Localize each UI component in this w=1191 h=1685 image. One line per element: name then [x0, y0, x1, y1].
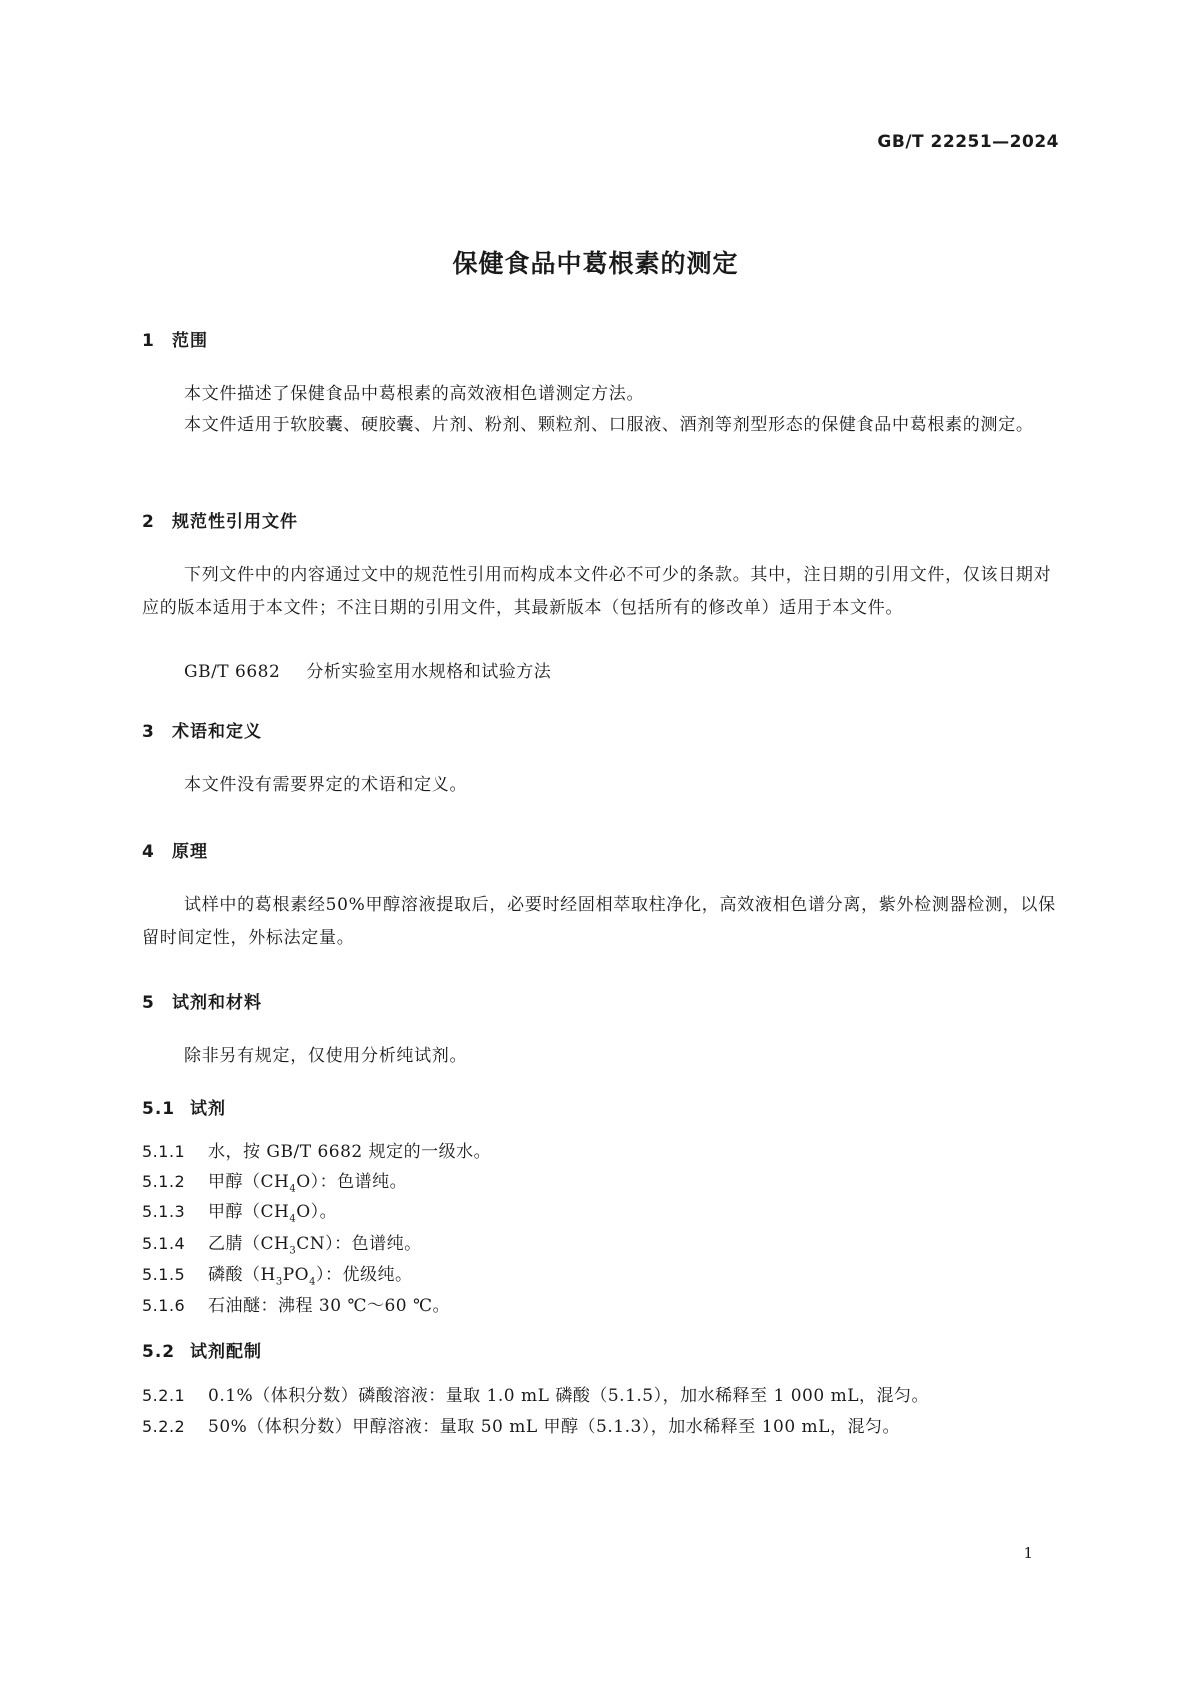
- subsection-number: 5.2: [142, 1342, 176, 1362]
- section-title: 术语和定义: [172, 722, 262, 742]
- section-number: 3: [142, 722, 155, 742]
- section-title: 范围: [172, 331, 208, 351]
- subsection-title: 试剂: [190, 1099, 226, 1119]
- section-5-paragraph-1: 除非另有规定，仅使用分析纯试剂。: [184, 1046, 468, 1066]
- section-2-heading: [142, 507, 298, 532]
- section-1-heading: [142, 326, 208, 351]
- list-item-5-1-4: 5.1.4 乙腈$(CH_3CN)$：色谱纯。: [142, 1234, 422, 1257]
- list-item-5-1-6: 5.1.6 石油醚：沸程 30 ℃～60 ℃。: [142, 1296, 451, 1316]
- subsection-5-2-heading: [142, 1337, 262, 1362]
- list-item-5-1-2: 5.1.2 甲醇$(CH_4O)$：色谱纯。: [142, 1172, 408, 1195]
- section-5-heading: [142, 988, 262, 1013]
- reference-code: GB/T 6682: [184, 662, 281, 682]
- list-item-5-1-3: 5.1.3 甲醇$(CH_4O)$。: [142, 1202, 338, 1225]
- list-item-5-2-2: 5.2.2 50%（体积分数）甲醇溶液：量取 50 mL 甲醇（5.1.3），加水稀释至 100 mL，混匀。: [142, 1417, 900, 1437]
- list-item-5-1-5: 5.1.5 磷酸$(H_3PO_4)$：优级纯。: [142, 1265, 413, 1288]
- section-title: 原理: [172, 842, 208, 862]
- list-item-5-1-1: 5.1.1 水，按 GB/T 6682 规定的一级水。: [142, 1142, 492, 1162]
- section-1-paragraph-2: 本文件适用于软胶囊、硬胶囊、片剂、粉剂、颗粒剂、口服液、酒剂等剂型形态的保健食品中葛根素的测定。: [184, 415, 1034, 435]
- section-3-heading: [142, 717, 262, 742]
- document-title: 保健食品中葛根素的测定: [452, 249, 739, 278]
- section-number: 5: [142, 993, 155, 1013]
- section-number: 4: [142, 842, 155, 862]
- normative-reference: [184, 657, 551, 682]
- reference-title: 分析实验室用水规格和试验方法: [306, 662, 552, 682]
- section-1-paragraph-1: 本文件描述了保健食品中葛根素的高效液相色谱测定方法。: [184, 384, 645, 404]
- section-2-paragraph-1: 下列文件中的内容通过文中的规范性引用而构成本文件必不可少的条款。其中，注日期的引用文件，仅该日期对应的版本适用于本文件；不注日期的引用文件，其最新版本（包括所有的修改单）适用于本文件。: [142, 565, 1052, 618]
- section-number: 2: [142, 512, 155, 532]
- section-title: 试剂和材料: [172, 993, 262, 1013]
- page-number: 1: [1023, 1544, 1033, 1562]
- list-item-5-2-1: 5.2.1 0.1%（体积分数）磷酸溶液：量取 1.0 mL 磷酸（5.1.5），加水稀释至 1 000 mL，混匀。: [142, 1386, 929, 1406]
- section-3-paragraph-1: 本文件没有需要界定的术语和定义。: [184, 775, 468, 795]
- section-number: 1: [142, 331, 155, 351]
- section-4-heading: [142, 837, 208, 862]
- section-4-paragraph-1: 试样中的葛根素经50%甲醇溶液提取后，必要时经固相萃取柱净化，高效液相色谱分离，紫外检测器检测，以保留时间定性，外标法定量。: [142, 895, 1056, 948]
- subsection-5-1-heading: [142, 1094, 226, 1119]
- subsection-number: 5.1: [142, 1099, 176, 1119]
- standard-number: GB/T 22251—2024: [877, 132, 1059, 152]
- subsection-title: 试剂配制: [190, 1342, 262, 1362]
- section-title: 规范性引用文件: [172, 512, 298, 532]
